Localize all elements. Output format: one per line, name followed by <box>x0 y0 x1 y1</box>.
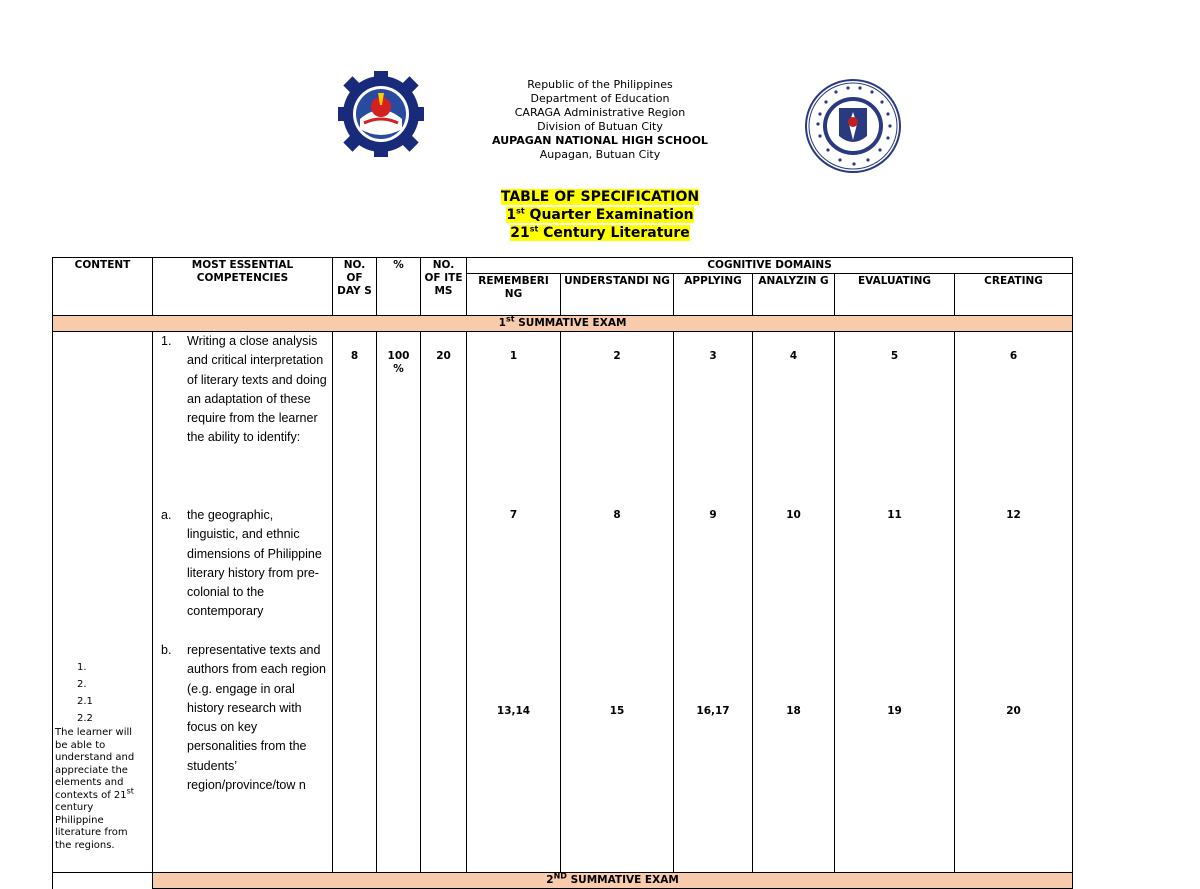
col-header-content: CONTENT <box>53 258 153 316</box>
content-number-3: 2.1 <box>77 696 93 707</box>
competency-row <box>53 332 1073 873</box>
band-summative-2 <box>53 873 1073 889</box>
document-title <box>300 188 900 242</box>
understanding-cell: 2 8 15 <box>561 332 674 873</box>
title-line-2: 1st Quarter Examination <box>506 206 694 223</box>
specification-table <box>52 257 1073 889</box>
content-number-1: 1. <box>77 662 87 673</box>
school-seal-logo <box>338 71 424 157</box>
days-cell: 8 <box>333 332 377 873</box>
evaluating-cell: 5 11 19 <box>835 332 955 873</box>
col-header-competencies: MOST ESSENTIAL COMPETENCIES <box>153 258 333 316</box>
col-header-applying: APPLYING <box>674 274 753 316</box>
col-header-understanding: UNDERSTANDI NG <box>561 274 674 316</box>
school-name: AUPAGAN NATIONAL HIGH SCHOOL <box>492 134 708 147</box>
competency-item-a: a. the geographic, linguistic, and ethnic dimensions of Philippine literary history from pre-colonial to the contemporary <box>161 508 322 619</box>
header-line-1: Republic of the Philippines <box>527 78 673 91</box>
deped-seal-logo <box>804 78 902 174</box>
competencies-cell <box>153 332 333 873</box>
col-header-days: NO. OF DAY S <box>333 258 377 316</box>
summative-exam-1-label: 1st SUMMATIVE EXAM <box>53 316 1073 332</box>
header-line-2: Department of Education <box>530 92 670 105</box>
title-line-1: TABLE OF SPECIFICATION <box>500 189 700 205</box>
applying-cell: 3 9 16,17 <box>674 332 753 873</box>
col-header-evaluating: EVALUATING <box>835 274 955 316</box>
band-summative-1 <box>53 316 1073 332</box>
header-line-4: Division of Butuan City <box>537 120 663 133</box>
analyzing-cell: 4 10 18 <box>753 332 835 873</box>
col-header-analyzing: ANALYZIN G <box>753 274 835 316</box>
title-line-3: 21st Century Literature <box>510 224 690 241</box>
items-cell: 20 <box>421 332 467 873</box>
remembering-cell: 1 7 13,14 <box>467 332 561 873</box>
header-line-3: CARAGA Administrative Region <box>514 106 686 119</box>
school-address: Aupagan, Butuan City <box>539 148 661 161</box>
percent-cell: 100 % <box>377 332 421 873</box>
content-number-2: 2. <box>77 679 87 690</box>
letterhead <box>460 78 740 162</box>
creating-cell: 6 12 20 <box>955 332 1073 873</box>
content-cell <box>53 332 153 873</box>
col-header-items: NO. OF ITE MS <box>421 258 467 316</box>
content-description: The learner will be able to understand and appreciate the elements and contexts of 21st century Philippine literature from the regions. <box>55 727 135 851</box>
header-row-1 <box>53 258 1073 274</box>
summative-exam-2-label: 2ND SUMMATIVE EXAM <box>153 873 1073 889</box>
competency-item-1: 1. Writing a close analysis and critical interpretation of literary texts and doing an adaptation of these require from the learner the ability to identify: <box>161 334 327 445</box>
col-header-percent: % <box>377 258 421 316</box>
col-header-remembering: REMEMBERI NG <box>467 274 561 316</box>
col-header-creating: CREATING <box>955 274 1073 316</box>
col-header-cognitive-domains: COGNITIVE DOMAINS <box>467 258 1073 274</box>
band-2-blank <box>53 873 153 889</box>
content-number-4: 2.2 <box>77 713 93 724</box>
competency-item-b: b. representative texts and authors from each region (e.g. engage in oral history research with focus on key personalities from the students’ region/province/tow n <box>161 643 326 793</box>
